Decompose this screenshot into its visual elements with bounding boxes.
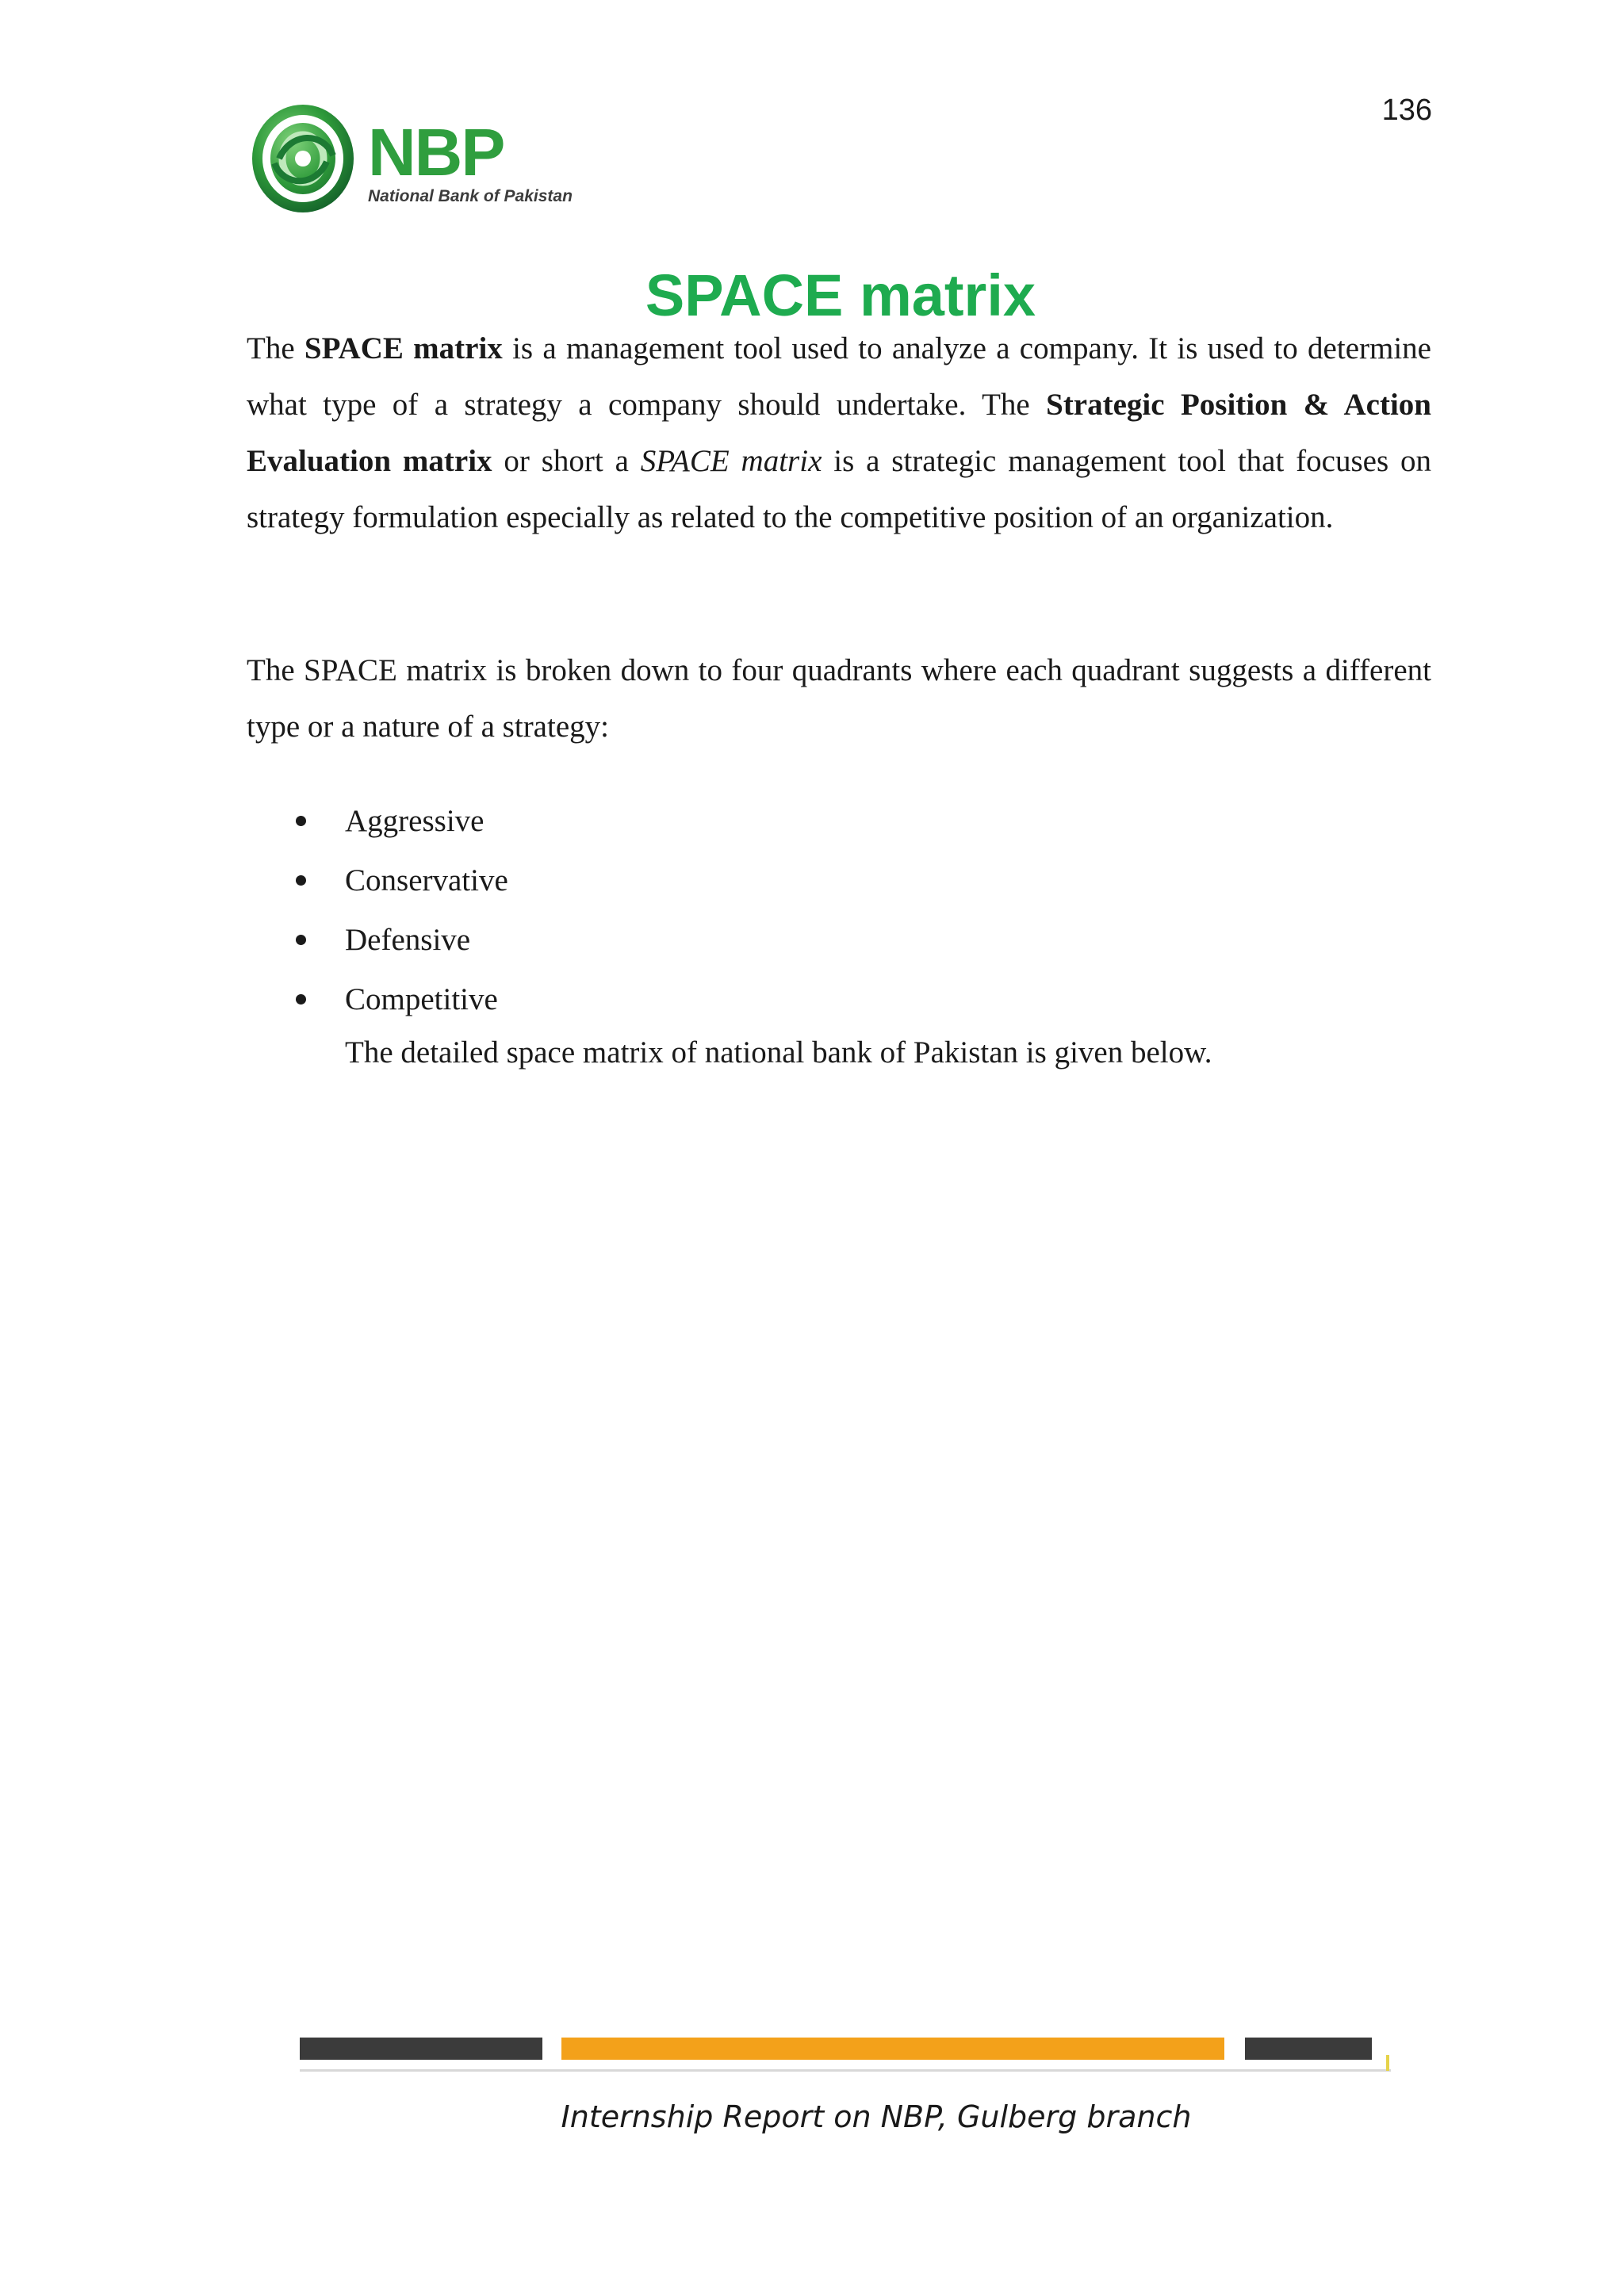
- nbp-logo: [247, 100, 612, 219]
- bullet-icon: [296, 994, 306, 1004]
- footer-tick: [1386, 2055, 1389, 2071]
- list-item-label: Conservative: [345, 863, 508, 897]
- list-item: [247, 970, 1431, 1029]
- bullet-icon: [296, 875, 306, 886]
- intro-paragraph: [247, 320, 1431, 545]
- footer-bar-right: [1245, 2038, 1372, 2060]
- text-run: or short a: [492, 444, 641, 478]
- quadrant-paragraph: The SPACE matrix is broken down to four quadrants where each quadrant suggests a different type or a nature of a strategy:: [247, 653, 1431, 744]
- list-item: [247, 910, 1431, 970]
- list-item-label: Competitive: [345, 982, 498, 1016]
- strategy-list: [247, 791, 1431, 1029]
- page-number: 136: [1381, 94, 1432, 127]
- page-title: SPACE matrix: [645, 262, 1036, 328]
- bullet-icon: [296, 935, 306, 945]
- text-run: The: [247, 331, 304, 365]
- text-run: is a management tool used to analyze a company. It is used to determine what type of a strategy a company should undertake. The: [247, 331, 1431, 422]
- list-item: [247, 851, 1431, 910]
- bold-term: SPACE matrix: [304, 331, 503, 365]
- logo-title: NBP: [368, 115, 504, 189]
- footer-bar-left: [300, 2038, 542, 2060]
- bullet-icon: [296, 816, 306, 826]
- italic-term: SPACE matrix: [640, 444, 822, 478]
- detail-line: The detailed space matrix of national bank of Pakistan is given below.: [345, 1035, 1212, 1070]
- bold-term: Strategic Position & Action Evaluation matrix: [247, 388, 1431, 478]
- footer-bar-center: [561, 2038, 1224, 2060]
- text-run: is a strategic management tool that focuses on strategy formulation especially as related to the competitive position of an organization.: [247, 444, 1431, 534]
- list-item: [247, 791, 1431, 851]
- footer-rule: [300, 2069, 1391, 2072]
- footer-text: Internship Report on NBP, Gulberg branch: [561, 2099, 1192, 2134]
- list-item-label: Defensive: [345, 923, 471, 957]
- list-item-label: Aggressive: [345, 804, 485, 838]
- nbp-emblem-icon: [247, 100, 358, 217]
- logo-subtitle: National Bank of Pakistan: [368, 187, 573, 205]
